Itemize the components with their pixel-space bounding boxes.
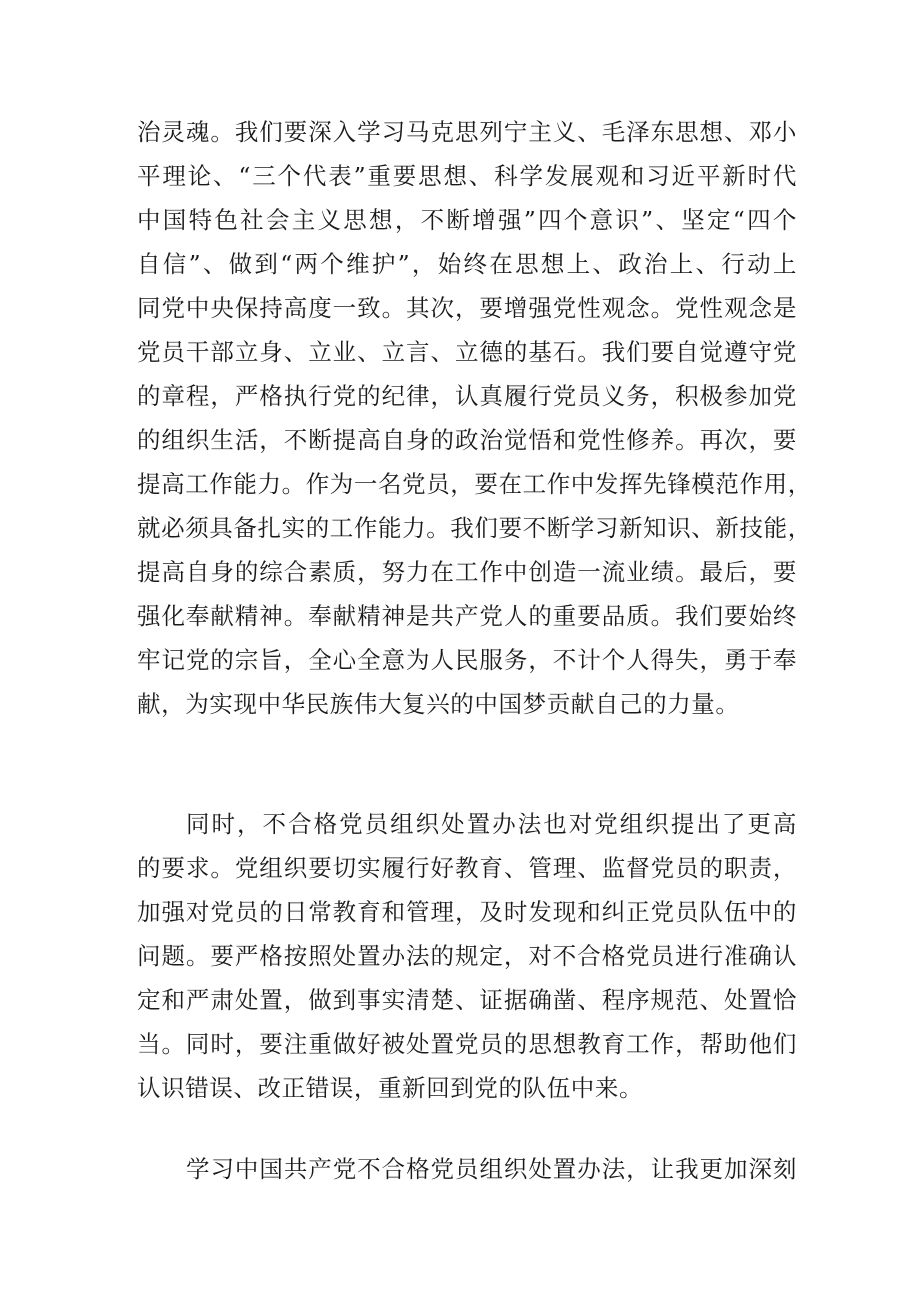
text-line: 学习中国共产党不合格党员组织处置办法，让我更加深刻 <box>186 1155 797 1183</box>
text-line: 提高工作能力。作为一名党员，要在工作中发挥先锋模范作用， <box>137 470 812 498</box>
text-line: 平理论、“三个代表”重要思想、科学发展观和习近平新时代 <box>137 162 797 190</box>
text-line: 问题。要严格按照处置办法的规定，对不合格党员进行准确认 <box>137 942 797 970</box>
text-line: 就必须具备扎实的工作能力。我们要不断学习新知识、新技能， <box>137 514 812 542</box>
text-line: 的组织生活，不断提高自身的政治觉悟和党性修养。再次，要 <box>137 426 797 454</box>
paragraph-party-organization <box>137 802 797 1110</box>
text-line: 定和严肃处置，做到事实清楚、证据确凿、程序规范、处置恰 <box>137 986 797 1014</box>
text-line: 强化奉献精神。奉献精神是共产党人的重要品质。我们要始终 <box>137 602 797 630</box>
text-line: 献，为实现中华民族伟大复兴的中国梦贡献自己的力量。 <box>137 690 740 718</box>
text-line: 自信”、做到“两个维护”，始终在思想上、政治上、行动上 <box>137 250 797 278</box>
text-line: 治灵魂。我们要深入学习马克思列宁主义、毛泽东思想、邓小 <box>137 118 797 146</box>
text-line: 认识错误、改正错误，重新回到党的队伍中来。 <box>137 1074 644 1102</box>
text-line: 加强对党员的日常教育和管理，及时发现和纠正党员队伍中的 <box>137 898 797 926</box>
paragraph-continued <box>137 110 812 726</box>
text-line: 当。同时，要注重做好被处置党员的思想教育工作，帮助他们 <box>137 1030 797 1058</box>
text-line: 的章程，严格执行党的纪律，认真履行党员义务，积极参加党 <box>137 382 797 410</box>
text-line: 的要求。党组织要切实履行好教育、管理、监督党员的职责， <box>137 854 797 882</box>
text-line: 中国特色社会主义思想，不断增强”四个意识”、坚定“四个 <box>137 206 797 234</box>
paragraph-conclusion <box>137 1147 797 1191</box>
text-line: 同党中央保持高度一致。其次，要增强党性观念。党性观念是 <box>137 294 797 322</box>
text-line: 同时，不合格党员组织处置办法也对党组织提出了更高 <box>186 810 797 838</box>
text-line: 牢记党的宗旨，全心全意为人民服务，不计个人得失，勇于奉 <box>137 646 797 674</box>
text-line: 提高自身的综合素质，努力在工作中创造一流业绩。最后，要 <box>137 558 797 586</box>
text-line: 党员干部立身、立业、立言、立德的基石。我们要自觉遵守党 <box>137 338 797 366</box>
